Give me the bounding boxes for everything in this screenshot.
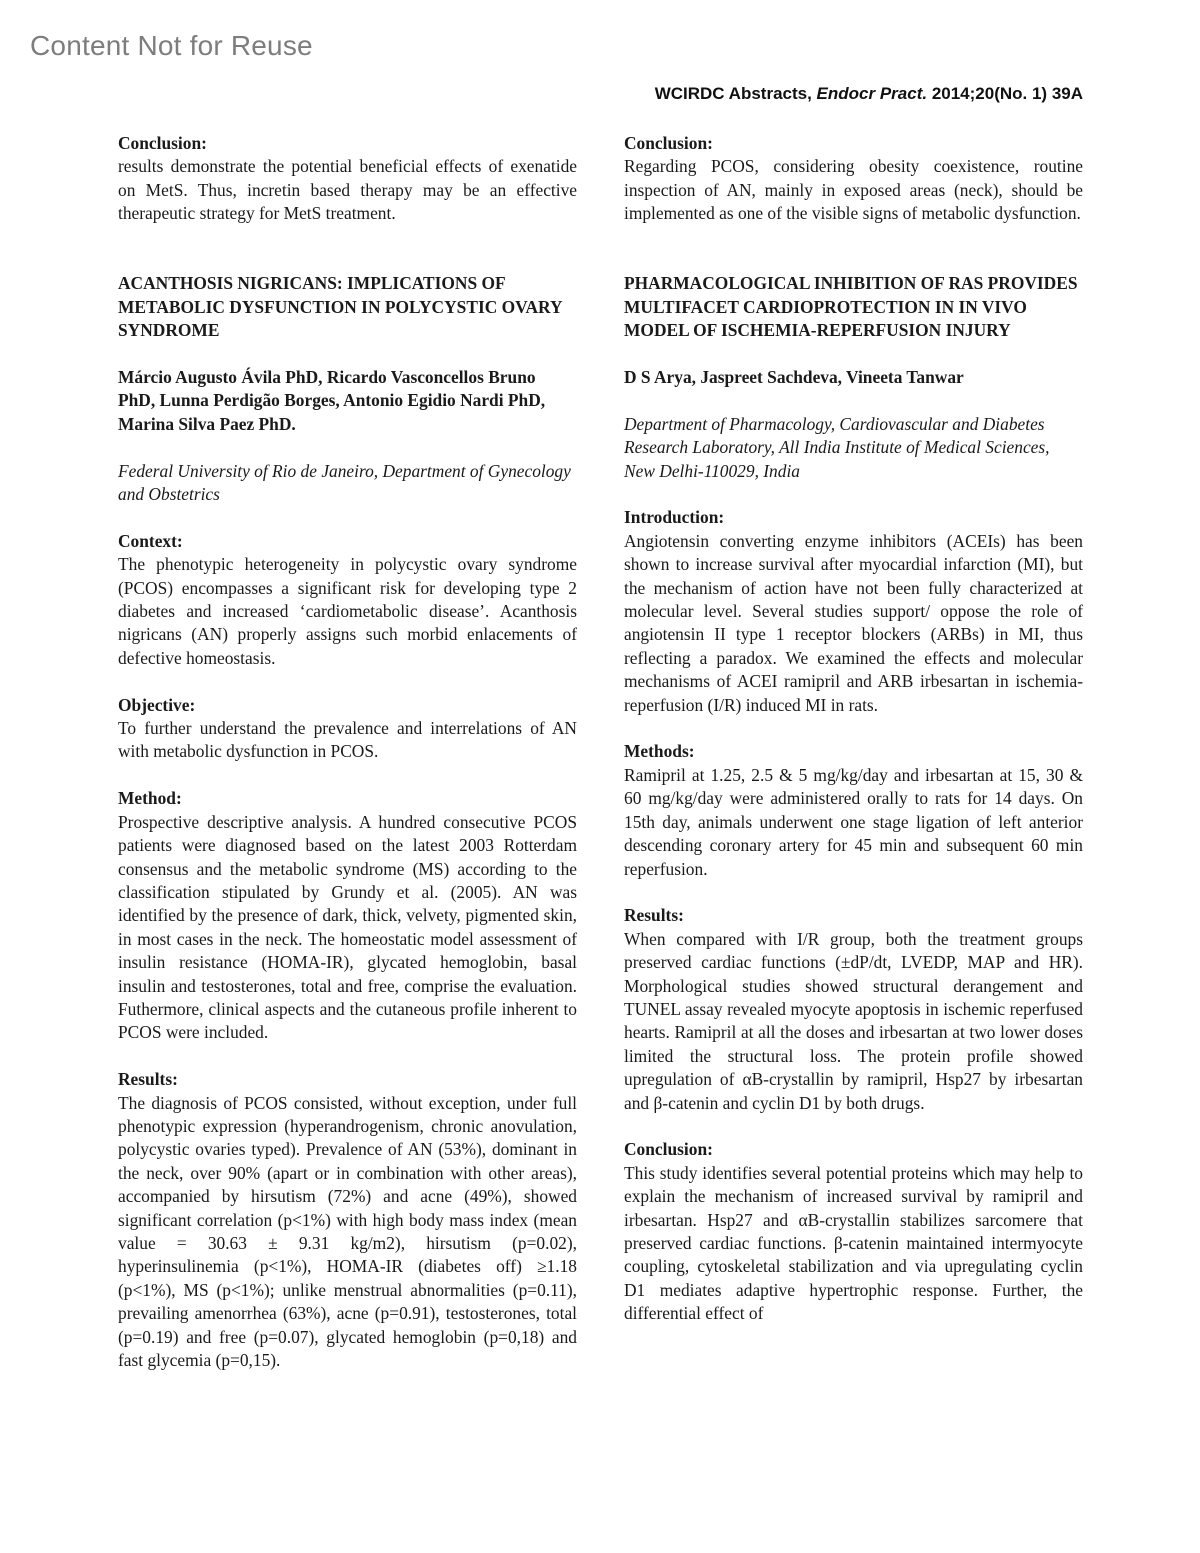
methods-heading: Methods: [624, 741, 695, 762]
abstract-affiliation: Federal University of Rio de Janeiro, Department of Gynecology and Obstetrics [118, 460, 571, 505]
left-conclusion-text: results demonstrate the potential beneficial effects of exenatide on MetS. Thus, incretin based therapy may be an effective therapeutic strategy for MetS treatment. [118, 156, 577, 224]
methods-text: Ramipril at 1.25, 2.5 & 5 mg/kg/day and irbesartan at 15, 30 & 60 mg/kg/day were administered orally to rats for 14 days. On 15th day, animals underwent one stage ligation of left anterior descending coronary artery for 45 min and subsequent 60 min reperfusion. [624, 764, 1083, 879]
results-heading: Results: [118, 1069, 178, 1090]
abstract-authors: D S Arya, Jaspreet Sachdeva, Vineeta Tanwar [624, 367, 964, 388]
conclusion-text: This study identifies several potential proteins which may help to explain the mechanism of increased survival by ramipril and irbesartan. Hsp27 and αB-crystallin stabilizes sarcomere that preserved cardiac functions. β-catenin maintained intermyocyte coupling, cytoskeletal stabilization and via upregulating cyclin D1 mediates adaptive hypertrophic response. Further, the differential effect of [624, 1162, 1083, 1324]
results-heading: Results: [624, 905, 684, 926]
left-column [118, 132, 577, 1372]
left-conclusion-heading: Conclusion: [118, 133, 207, 153]
introduction-heading: Introduction: [624, 507, 725, 528]
right-conclusion-text: Regarding PCOS, considering obesity coexistence, routine inspection of AN, mainly in exposed areas (neck), should be implemented as one of the visible signs of metabolic dysfunction. [624, 156, 1083, 224]
objective-heading: Objective: [118, 694, 196, 715]
running-header [655, 84, 1083, 104]
introduction-text: Angiotensin converting enzyme inhibitors (ACEIs) has been shown to increase survival after myocardial infarction (MI), but the mechanism of action have not been fully characterized at molecular level. Several studies support/ oppose the role of angiotensin II type 1 receptor blockers (ARBs) in MI, thus reflecting a paradox. We examined the effects and molecular mechanisms of ACEI ramipril and ARB irbesartan in ischemia-reperfusion (I/R) induced MI in rats. [624, 530, 1083, 715]
right-conclusion-heading: Conclusion: [624, 133, 713, 153]
abstract-authors: Márcio Augusto Ávila PhD, Ricardo Vasconcellos Bruno PhD, Lunna Perdigão Borges, Antonio Egidio Nardi PhD, Marina Silva Paez PhD. [118, 367, 546, 434]
header-suffix: 2014;20(No. 1) 39A [927, 84, 1083, 103]
header-journal: Endocr Pract. [816, 84, 928, 103]
header-prefix: WCIRDC Abstracts, [654, 84, 817, 103]
method-heading: Method: [118, 788, 182, 809]
right-column [624, 132, 1083, 1326]
results-text: When compared with I/R group, both the treatment groups preserved cardiac functions (±dP/dt, LVEDP, MAP and HR). Morphological studies showed structural derangement and TUNEL assay revealed myocyte apoptosis in ischemic reperfused hearts. Ramipril at all the doses and irbesartan at two lower doses limited the structural loss. The protein profile showed upregulation of αB-crystallin by ramipril, Hsp27 by irbesartan and β-catenin and cyclin D1 by both drugs. [624, 928, 1083, 1113]
context-text: The phenotypic heterogeneity in polycystic ovary syndrome (PCOS) encompasses a significant risk for developing type 2 diabetes and increased ‘cardiometabolic disease’. Acanthosis nigricans (AN) properly assigns such morbid enlacements of defective homeostasis. [118, 554, 577, 668]
objective-text: To further understand the prevalence and interrelations of AN with metabolic dysfunction in PCOS. [118, 718, 577, 762]
conclusion-heading: Conclusion: [624, 1139, 713, 1160]
abstract-title: PHARMACOLOGICAL INHIBITION OF RAS PROVIDES MULTIFACET CARDIOPROTECTION IN IN VIVO MODEL OF ISCHEMIA-REPERFUSION INJURY [624, 273, 1078, 341]
abstract-title: ACANTHOSIS NIGRICANS: IMPLICATIONS OF METABOLIC DYSFUNCTION IN POLYCYSTIC OVARY SYNDROME [118, 273, 562, 341]
watermark: Content Not for Reuse [30, 30, 313, 61]
context-heading: Context: [118, 530, 183, 551]
method-text: Prospective descriptive analysis. A hundred consecutive PCOS patients were diagnosed based on the latest 2003 Rotterdam consensus and the metabolic syndrome (MS) according to the classification stipulated by Grundy et al. (2005). AN was identified by the presence of dark, thick, velvety, pigmented skin, in most cases in the neck. The homeostatic model assessment of insulin resistance (HOMA-IR), glycated hemoglobin, basal insulin and testosterones, total and free, comprise the evaluation. Futhermore, clinical aspects and the cutaneous profile inherent to PCOS were included. [118, 811, 577, 1043]
abstract-affiliation: Department of Pharmacology, Cardiovascular and Diabetes Research Laboratory, All India Institute of Medical Sciences, New Delhi-110029, India [624, 413, 1050, 481]
results-text: The diagnosis of PCOS consisted, without exception, under full phenotypic expression (hyperandrogenism, chronic anovulation, polycystic ovaries typed). Prevalence of AN (53%), dominant in the neck, over 90% (apart or in combination with other areas), accompanied by hirsutism (72%) and acne (49%), showed significant correlation (p<1%) with high body mass index (mean value = 30.63 ± 9.31 kg/m2), hirsutism (p=0.02), hyperinsulinemia (p<1%), HOMA-IR (diabetes off) ≥1.18 (p<1%), MS (p<1%); unlike menstrual abnormalities (p=0.11), prevailing amenorrhea (63%), acne (p=0.91), testosterones, total (p=0.19) and free (p=0.07), glycated hemoglobin (p=0,18) and fast glycemia (p=0,15). [118, 1092, 577, 1371]
